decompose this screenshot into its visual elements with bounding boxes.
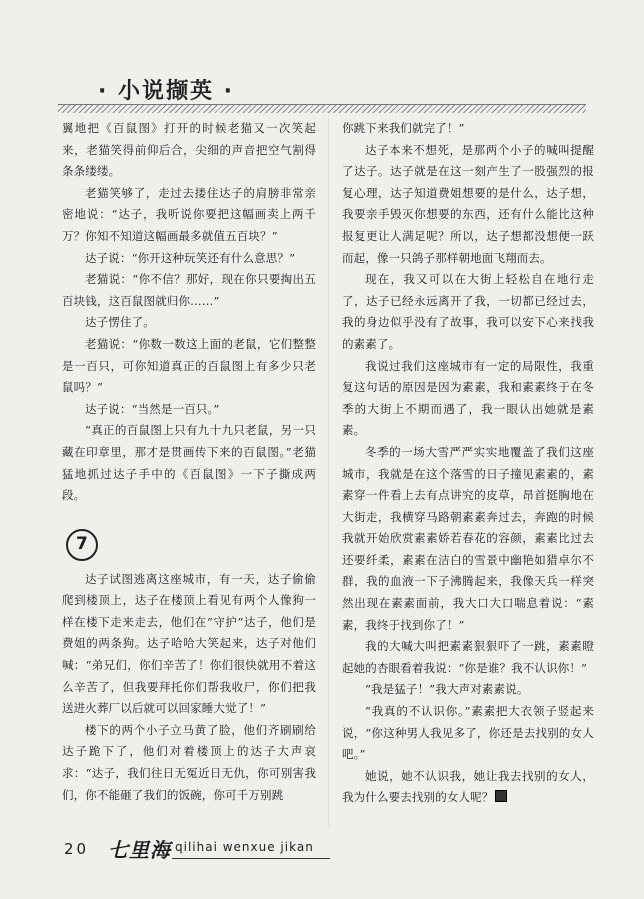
paragraph: 老猫说：“你数一数这上面的老鼠，它们整整是一百只，可你知道真正的百鼠图上有多少只老鼠吗？” <box>62 336 316 395</box>
right-column <box>342 118 594 809</box>
footer-underline <box>172 858 330 859</box>
page-number: 20 <box>64 840 90 858</box>
paragraph-continuation: 你跳下来我们就完了！” <box>342 121 465 135</box>
section-title: · 小说撷英 · <box>98 79 235 104</box>
magazine-subtitle: qilihai wenxue jikan <box>175 840 314 854</box>
paragraph: “我真的不认识你。”素素把大衣领子竖起来说，“你这种男人我见多了，你还是去找别的女人吧。” <box>342 704 594 762</box>
end-of-article-icon <box>495 790 507 802</box>
paragraph: 达子说：“你开这种玩笑还有什么意思？” <box>85 250 296 265</box>
section-number-badge: 7 <box>66 529 98 561</box>
paragraph-text: 她说，她不认识我，她让我去找别的女人，我为什么要去找别的女人呢？ <box>342 768 594 805</box>
final-paragraph <box>342 766 594 809</box>
paragraph: 达子本来不想死，是那两个小子的喊叫提醒了达子。达子就是在这一刻产生了一股强烈的报复心理，达子知道费姐想要的是什么，达子想，我要亲手毁灭你想要的东西，还有什么能比这种报复更让人满足呢？所以，达子想都没想便一跃而起，像一只鸽子那样朝地面飞翔而去。 <box>342 142 594 265</box>
paragraph: 老猫说：“你不信？那好，现在你只要掏出五百块钱，这百鼠图就归你……” <box>62 272 316 308</box>
paragraph: 冬季的一场大雪严严实实地覆盖了我们这座城市，我就是在这个落雪的日子撞见素素的，素素穿一件看上去有点讲究的皮草，昂首挺胸地在大街走，我横穿马路朝素素奔过去，奔跑的时候我就开始欣赏素素娇若春花的容颜，素素比过去还要纤柔，素素在洁白的雪景中幽艳如猎卓尔不群，我的血液一下子沸腾起来，我像天兵一样突然出现在素素面前，我大口大口喘息着说：“素素，我终于找到你了！” <box>342 444 594 632</box>
left-column <box>62 118 316 806</box>
paragraph: 现在，我又可以在大街上轻松自在地行走了，达子已经永远离开了我，一切都已经过去，我的身边似乎没有了故事，我可以安下心来找我的素素了。 <box>342 272 594 351</box>
paragraph: 老猫笑够了，走过去搂住达子的肩膀非常亲密地说：“达子，我听说你要把这幅画卖上两千万？你知不知道这幅画最多就值五百块？” <box>62 185 316 243</box>
paragraph: 我说过我们这座城市有一定的局限性，我重复这句话的原因是因为素素，我和素素终于在冬季的大街上不期而遇了，我一眼认出她就是素素。 <box>342 358 594 438</box>
paragraph: 翼地把《百鼠图》打开的时候老猫又一次笑起来，老猫笑得前仰后合，尖细的声音把空气割得条条缕缕。 <box>62 121 316 179</box>
header-hatched-rule <box>58 104 586 113</box>
paragraph: “真正的百鼠图上只有九十九只老鼠，另一只藏在印章里，那才是贯画传下来的百鼠图。”老猫猛地抓过达子手中的《百鼠图》一下子撕成两段。 <box>62 423 316 503</box>
magazine-logo: 七里海 <box>108 838 171 862</box>
paragraph: “我是猛子！”我大声对素素说。 <box>365 682 529 697</box>
paragraph: 楼下的两个小子立马黄了脸，他们齐刷刷给达子跪下了，他们对着楼顶上的达子大声哀求：“达子，我们往日无冤近日无仇，你可别害我们，你不能砸了我们的饭碗，你可千万别跳 <box>62 722 316 802</box>
paragraph: 达子愣住了。 <box>85 315 155 330</box>
paragraph: 达子试图逃离这座城市，有一天，达子偷偷爬到楼顶上，达子在楼顶上看见有两个人像狗一样在楼下走来走去，他们在“守护”达子，他们是费姐的两条狗。达子哈哈大笑起来，达子对他们喊：“弟兄们，你们辛苦了！你们很快就用不着这么辛苦了，但我要拜托你们帮我收尸，你们把我送进火葬厂以后就可以回家睡大觉了！” <box>62 571 316 716</box>
paragraph: 达子说：“当然是一百只。” <box>85 401 220 416</box>
column-gutter <box>328 118 329 829</box>
paragraph: 我的大喊大叫把素素狠狠吓了一跳，素素瞪起她的杏眼看着我说：“你是谁？我不认识你！” <box>342 639 594 675</box>
